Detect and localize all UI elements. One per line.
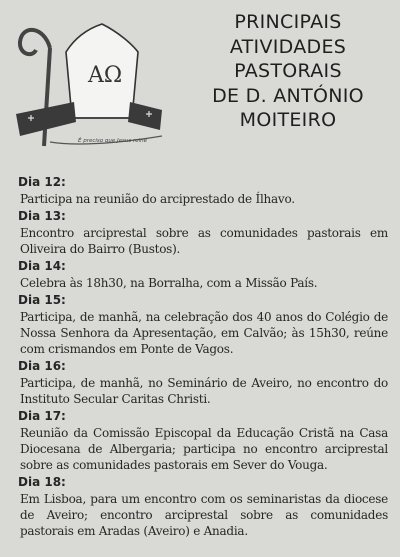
day-heading: Dia 17: <box>18 409 66 423</box>
activity-list <box>18 175 388 541</box>
title-line: PASTORAIS <box>234 60 342 82</box>
activity-entry <box>18 475 388 539</box>
activity-entry <box>18 259 388 291</box>
day-heading: Dia 13: <box>18 209 66 223</box>
motto-text: É preciso que Jesus reine <box>78 138 148 144</box>
activity-entry <box>18 175 388 207</box>
activity-text: Encontro arciprestal sobre as comunidades pastorais em Oliveira do Bairro (Bustos). <box>20 226 388 256</box>
activity-entry <box>18 359 388 407</box>
activity-entry <box>18 409 388 473</box>
day-heading: Dia 18: <box>18 475 66 489</box>
page-title <box>188 10 388 133</box>
activity-text: Reunião da Comissão Episcopal da Educação Cristã na Casa Diocesana de Albergaria; participa no encontro arciprestal sobre as comunidades pastorais em Sever do Vouga. <box>20 426 388 472</box>
activity-text: Participa na reunião do arciprestado de Ílhavo. <box>20 192 295 206</box>
activity-text: Em Lisboa, para um encontro com os seminaristas da diocese de Aveiro; encontro arciprestal sobre as comunidades pastorais em Aradas (Aveiro) e Anadia. <box>20 492 388 538</box>
activity-text: Participa, de manhã, na celebração dos 40 anos do Colégio de Nossa Senhora da Apresentação, em Calvão; às 15h30, reúne com crismandos em Ponte de Vagos. <box>20 310 388 356</box>
episcopal-emblem-icon <box>14 18 164 156</box>
activity-text: Celebra às 18h30, na Borralha, com a Missão País. <box>20 276 318 290</box>
day-heading: Dia 14: <box>18 259 66 273</box>
activity-text: Participa, de manhã, no Seminário de Aveiro, no encontro do Instituto Secular Caritas Christi. <box>20 376 388 406</box>
title-line: ATIVIDADES <box>229 35 347 58</box>
activity-entry <box>18 293 388 357</box>
activity-entry <box>18 209 388 257</box>
alpha-omega-symbol: AΩ <box>88 63 123 88</box>
title-line: MOITEIRO <box>239 109 337 131</box>
day-heading: Dia 16: <box>18 359 66 373</box>
title-line: DE D. ANTÓNIO <box>212 84 364 107</box>
title-line: PRINCIPAIS <box>234 11 342 33</box>
day-heading: Dia 12: <box>18 175 66 189</box>
day-heading: Dia 15: <box>18 293 66 307</box>
